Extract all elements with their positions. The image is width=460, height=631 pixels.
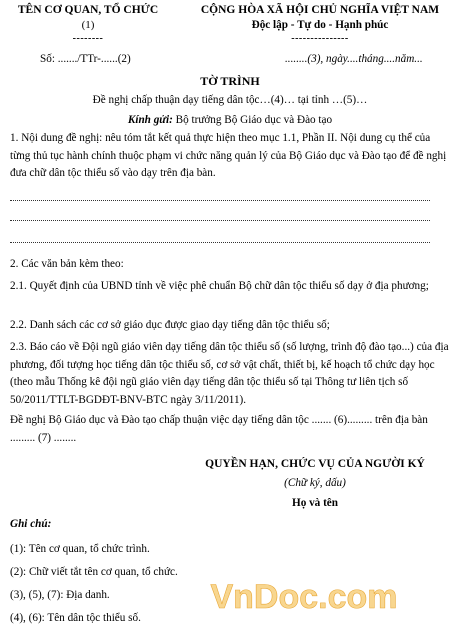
signature-note: (Chữ ký, dấu) xyxy=(284,477,346,489)
document-date: ........(3), ngày....tháng....năm... xyxy=(285,53,423,65)
org-note: (1) xyxy=(81,19,95,31)
recipient-label: Kính gửi: xyxy=(127,114,173,126)
notes-heading: Ghi chú: xyxy=(10,518,52,530)
recipient xyxy=(0,114,460,126)
org-name: TÊN CƠ QUAN, TỔ CHỨC xyxy=(17,4,159,16)
signer-authority: QUYỀN HẠN, CHỨC VỤ CỦA NGƯỜI KÝ xyxy=(205,458,425,470)
dotted-line-2 xyxy=(10,219,430,221)
paragraph-1: 1. Nội dung đề nghị: nêu tóm tắt kết quả thực hiện theo mục 1.1, Phần II. Nội dung cụ thể của từng thủ tục hành chính thuộc phạm vi chức năng quản lý của Bộ Giáo dục và Đào tạo để đề nghị đưa chữ dân tộc thiểu số vào dạy trên địa bàn. xyxy=(10,132,447,180)
document-subtitle: Đề nghị chấp thuận dạy tiếng dân tộc…(4)… tại tỉnh …(5)… xyxy=(92,94,368,106)
motto: Độc lập - Tự do - Hạnh phúc xyxy=(251,19,389,31)
dotted-line-1 xyxy=(10,199,430,201)
note-2: (2): Chữ viết tắt tên cơ quan, tổ chức. xyxy=(10,566,178,578)
note-1: (1): Tên cơ quan, tổ chức trình. xyxy=(10,543,150,555)
motto-dash: --------------- xyxy=(291,33,349,44)
org-dash: -------- xyxy=(72,33,104,44)
dotted-line-3 xyxy=(10,241,430,243)
watermark-text: VnDoc.com xyxy=(210,578,398,616)
nation-title: CỘNG HÒA XÃ HỘI CHỦ NGHĨA VIỆT NAM xyxy=(200,4,440,16)
paragraph-2-2: 2.2. Danh sách các cơ sở giáo dục được giao dạy tiếng dân tộc thiểu số; xyxy=(10,319,330,331)
paragraph-3: Đề nghị Bộ Giáo dục và Đào tạo chấp thuận việc dạy tiếng dân tộc ....... (6)......... trên địa bàn ......... (7) ........ xyxy=(10,414,428,444)
document-title: TỜ TRÌNH xyxy=(200,74,260,88)
note-4: (4), (6): Tên dân tộc thiểu số. xyxy=(10,612,141,624)
paragraph-2: 2. Các văn bản kèm theo: xyxy=(10,258,124,270)
paragraph-2-3: 2.3. Báo cáo về Đội ngũ giáo viên dạy tiếng dân tộc thiểu số (số lượng, trình độ đào tạo...) của địa phương, đối tượng học tiếng dân tộc thiểu số, cơ sở vật chất, thiết bị, kế hoạch tổ chức dạy học (theo mẫu Thống kê đội ngũ giáo viên dạy tiếng dân tộc thiểu số tại Thông tư liên tịch số 50/2011/TTLT-BGDĐT-BNV-BTC ngày 3/11/2011). xyxy=(10,341,449,406)
signer-name: Họ và tên xyxy=(292,497,338,509)
note-3: (3), (5), (7): Địa danh. xyxy=(10,589,110,601)
paragraph-2-1: 2.1. Quyết định của UBND tỉnh về việc phê chuẩn Bộ chữ dân tộc thiểu số dạy ở địa phương; xyxy=(10,280,429,292)
recipient-value: Bộ trưởng Bộ Giáo dục và Đào tạo xyxy=(172,114,333,126)
document-number: Số: ......./TTr-......(2) xyxy=(40,53,131,65)
watermark-logo xyxy=(204,576,404,616)
